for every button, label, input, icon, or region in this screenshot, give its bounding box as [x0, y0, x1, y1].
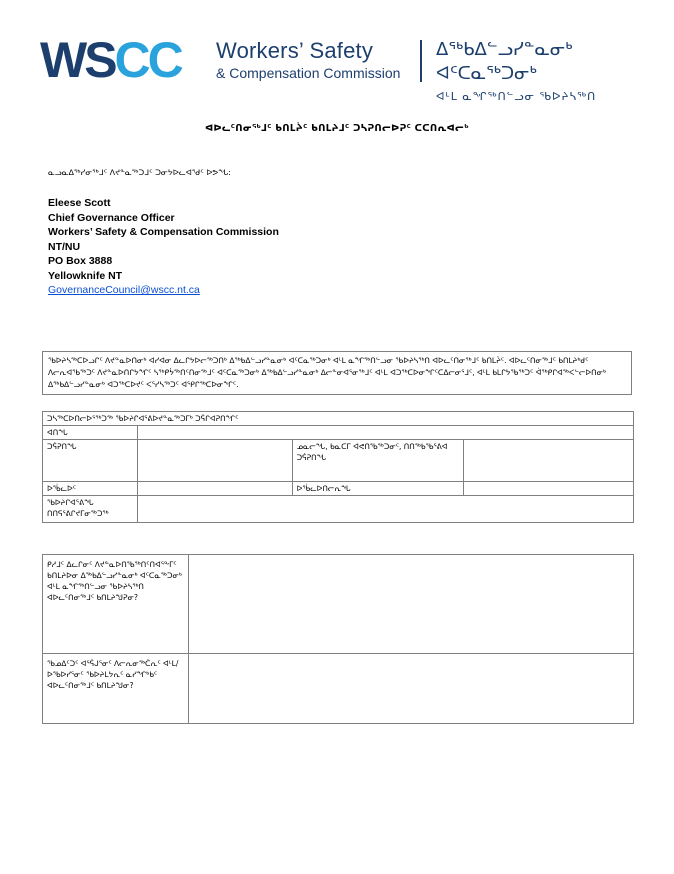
- document-title: ᐊᐅᓚᑦᑎᓂᖅᒧᑦ ᑲᑎᒪᔩᑦ ᑲᑎᒪᔨᒧᑦ ᑐᓴᕈᑎᓕᐅᕈᑦ ᑕᑕᑎᕆᐊᓕᒃ: [205, 124, 469, 134]
- logo-cc: CC: [114, 32, 181, 88]
- contact-position: Chief Governance Officer: [48, 211, 175, 224]
- community-label: ᓄᓇᓕᖓ, ᑲᓇᑕᒥ ᐊᕙᑎᖃᖅᑐᓂᑦ, ᑎᑎᖅᑲᖃᕐᕕᐊ ᑐᕌᕈᑎᖓ: [292, 440, 464, 482]
- submission-instruction: ᓇᓗᓇᐃᖅᓯᓂᖅᒧᑦ ᐱᔪᓐᓇᖅᑐᒧᑦ ᑐᓂᔭᐅᓚᐊᖁᑦ ᐅᕗᖓ:: [48, 168, 231, 177]
- contact-email-link[interactable]: GovernanceCouncil@wscc.nt.ca: [48, 284, 200, 296]
- mailing-address: [48, 196, 279, 298]
- community-field[interactable]: [464, 440, 634, 482]
- question-1-answer[interactable]: [188, 555, 633, 654]
- address-field[interactable]: [137, 440, 292, 482]
- question-2-label: ᖃᓄᐃᑦᑐᑦ ᐊᕐᕌᒍᕐᓂᑦ ᐱᓕᕆᓂᖅᑖᕆᑦ ᐊᒻᒪ/ᐅᖃᐅᓯᕐᓂᑦ ᖃᐅᔨᒪᔭᕆᑦ ᓇᓯᖏᒃᑲᑦ ᐊᐅᓚᑦᑎᓂᖅᒧᑦ ᑲᑎᒪᔨᖑᓂ?: [43, 654, 189, 724]
- contact-label: ᖃᐅᔨᒋᐊᕐᕕᖓ ᑎᑎᕋᕐᕕᒋᔪᒥᓂᖅᑐᖅ: [43, 496, 138, 523]
- email-field[interactable]: [464, 482, 634, 496]
- info-table-heading: ᑐᓴᖅᑕᐅᑎᓕᐅᕐᖅᑐᖅ ᖃᐅᔨᒋᐊᕐᕕᐅᔪᓐᓇᖅᑐᒥᒃ ᑐᕌᒋᐊᕈᑎᖏᑦ: [43, 412, 634, 426]
- logo-ws: WS: [40, 32, 115, 88]
- name-label: ᐊᑎᖓ: [43, 426, 138, 440]
- logo-divider: [420, 40, 422, 82]
- header-logo: [40, 32, 640, 103]
- name-field[interactable]: [137, 426, 633, 440]
- question-table: [42, 554, 634, 724]
- org-name-syllabics-line2: ᐊᒻᒪ ᓇᖏᖅᑎᓪᓗᓂ ᖃᐅᔨᓴᖅᑎ: [436, 90, 597, 103]
- contact-name: Eleese Scott: [48, 197, 111, 209]
- contact-po-box: PO Box 3888: [48, 255, 113, 267]
- notice-box: ᖃᐅᔨᓴᖅᑕᐅᓗᒋᑦ ᐱᔪᓐᓇᐅᑎᓂᒃ ᐊᓯᐊᓂ ᐃᓚᒋᔭᐅᓕᖅᑐᑎᒃ ᐃᖅᑲᐃᓪᓗᓯᓐᓇᓂᒃ ᐊᑦᑕᓇᖅᑐᓂᒃ ᐊᒻᒪ ᓇᖏᖅᑎᓪᓗᓂ ᖃᐅᔨᓴᖅᑎ ᐊᐅᓚᑦᑎᓂᖅᒧᑦ ᑲᑎᒪᔩᑦ. ᐊᐅᓚᑦᑎᓂᖅᒧᑦ ᑲᑎᒪᔨᒃᑯᑦ ᐱᓕᕆᐊᖃᖅᑐᑦ ᐱᔪᓐᓇᐅᑎᒋᔭᖏᑦ ᓴᖅᑭᔮᖅᑎᑦᑎᓂᖅᒧᑦ ᐊᑦᑕᓇᖅᑐᓂᒃ ᐃᖅᑲᐃᓪᓗᓯᓐᓇᓂᒃ ᐃᓕᓐᓂᐊᕐᓂᖅᒧᑦ ᐊᒻᒪ ᐊᑐᖅᑕᐅᓂᖏᑦᑕᐃᓕᓂᕐᒧᑦ, ᐊᒻᒪ ᑲᒪᒋᔭᖃᖅᑐᑦ ᐋᖅᑭᒋᐊᖅᐸᓪᓕᐅᑎᓂᒃ ᐃᖅᑲᐃᓪᓗᓯᓐᓇᓂᒃ ᐊᑐᖅᑕᐅᔪᑦ ᐸᕐᓯᓴᖅᑐᑦ ᐊᕿᒋᖅᑕᐅᓂᖏᑦ.: [42, 351, 632, 395]
- contact-field[interactable]: [137, 496, 633, 523]
- contact-city: Yellowknife NT: [48, 269, 123, 282]
- org-name-line1: Workers’ Safety: [216, 38, 374, 63]
- question-2-answer[interactable]: [188, 654, 633, 724]
- wscc-logo: [40, 34, 181, 86]
- contact-info-table: [42, 411, 634, 523]
- contact-organization: Workers’ Safety & Compensation Commission: [48, 226, 279, 238]
- address-label: ᑐᕌᕈᑎᖓ: [43, 440, 138, 482]
- org-name-syllabics: [436, 38, 640, 105]
- phone-label: ᐅᖄᓚᐅᑦ: [43, 482, 138, 496]
- contact-territory: NT/NU: [48, 240, 81, 253]
- org-name-syllabics-line1: ᐃᖅᑲᐃᓪᓗᓯᓐᓇᓂᒃ ᐊᑦᑕᓇᖅᑐᓂᒃ: [436, 39, 573, 84]
- org-name-english: [216, 39, 400, 81]
- org-name-line2: & Compensation Commission: [216, 65, 401, 81]
- question-1-label: ᑭᓱᒧᑦ ᐃᓚᒋᓂᑦ ᐱᔪᓐᓇᐅᑎᖃᖅᑎᑦᑎᐊᕐᖕᒥᑦ ᑲᑎᒪᔨᐅᓂ ᐃᖅᑲᐃᓪᓗᓯᓐᓇᓂᒃ ᐊᑦᑕᓇᖅᑐᓂᒃ ᐊᒻᒪ ᓇᖏᖅᑎᓪᓗᓂ ᖃᐅᔨᓴᖅᑎ ᐊᐅᓚᑦᑎᓂᖅᒧᑦ ᑲᑎᒪᔨᖑᕈᓂ?: [43, 555, 189, 654]
- phone-field[interactable]: [137, 482, 292, 496]
- email-label: ᐅᖄᓚᐅᑎᓕᕆᖓ: [292, 482, 464, 496]
